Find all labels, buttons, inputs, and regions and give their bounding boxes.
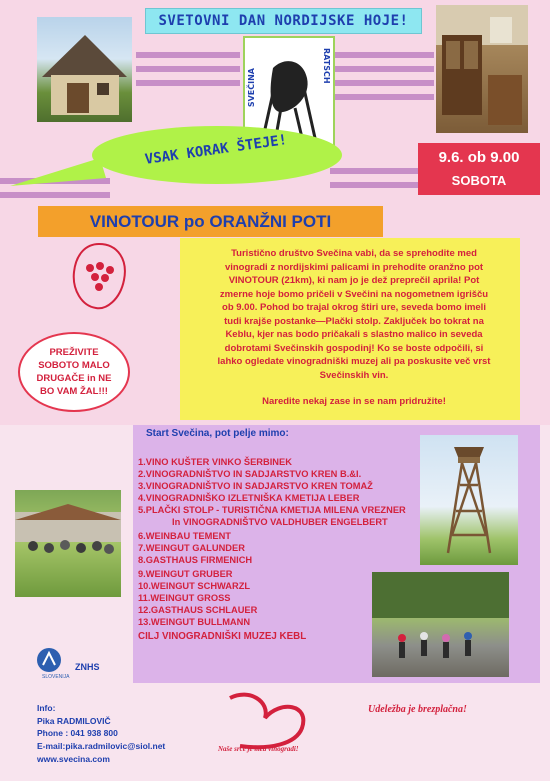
stripe: [334, 94, 434, 100]
intro-closing: Naredite nekaj zase in se nam pridružite!: [262, 396, 446, 407]
route-item: 6.WEINBAU TEMENT: [138, 531, 231, 541]
route-item: 9.WEINGUT GRUBER: [138, 569, 233, 579]
route-finish: CILJ VINOGRADNIŠKI MUZEJ KEBL: [138, 631, 307, 642]
intro-line: Turistično društvo Svečina vabi, da se sprehodite med: [231, 248, 477, 259]
info-label: Info:: [37, 703, 56, 713]
nordic-walkers-photo: [372, 572, 509, 677]
route-item: 1.VINO KUŠTER VINKO ŠERBINEK: [138, 457, 292, 467]
route-item: 7.WEINGUT GALUNDER: [138, 543, 245, 553]
website: www.svecina.com: [37, 754, 110, 764]
intro-line: Keblu, kjer nas bodo pričakali s slastno malico in seveda: [225, 329, 483, 340]
date-day: SOBOTA: [451, 173, 507, 188]
stripe: [334, 52, 434, 58]
contact-phone: Phone : 041 938 800: [37, 728, 118, 738]
bubble-tail: [10, 150, 110, 195]
stripe: [330, 168, 418, 174]
contact-name: Pika RADMILOVIČ: [37, 716, 111, 726]
intro-line: lahko ogledate vinogradniški muzej ali pa poskusite več vrst: [217, 356, 491, 367]
route-item: 13.WEINGUT BULLMANN: [138, 617, 251, 627]
intro-text: [195, 247, 513, 409]
intro-line: zmerne hoje bomo pričeli v Svečini na nogometnem igrišču: [219, 288, 489, 300]
intro-line: tudi krajše postanke—Plački stolp. Zaključek bo tokrat na: [224, 315, 484, 327]
route-heading: Start Svečina, pot pelje mimo:: [146, 428, 289, 439]
plaski-tower-photo: [420, 435, 518, 565]
route-item: 10.WEINGUT SCHWARZL: [138, 581, 251, 591]
route-item: 11.WEINGUT GROSS: [138, 593, 231, 603]
stripe: [136, 52, 240, 58]
page-title: VINOTOUR po ORANŽNI POTI: [38, 206, 383, 237]
route-item: 8.GASTHAUS FIRMENICH: [138, 555, 253, 565]
route-item: 5.PLAČKI STOLP - TURISTIČNA KMETIJA MILENA VREZNER: [138, 505, 406, 515]
intro-line: [195, 382, 513, 395]
slogan-text: VSAK KORAK ŠTEJE!: [143, 132, 289, 168]
route-item: 3.VINOGRADNIŠTVO IN SADJARSTVO KREN TOMAŽ: [138, 481, 373, 491]
date-box: [418, 143, 540, 195]
stripe: [330, 182, 418, 188]
free-participation-text: Udeležba je brezplačna!: [368, 704, 467, 715]
intro-line: dobrotami Svečinskih gospodinj! Ko se boste odpočili, si: [224, 342, 484, 354]
museum-room-photo: [436, 5, 528, 133]
promo-line: DRUGAČE in NE: [36, 373, 112, 384]
route-item: In VINOGRADNIŠTVO VALDHUBER ENGELBERT: [172, 517, 388, 527]
intro-line: ob 9.00. Pohod bo trajal okrog štiri ure, seveda bomo imeli: [222, 302, 486, 313]
stripe: [334, 80, 434, 86]
event-banner: SVETOVNI DAN NORDIJSKE HOJE!: [145, 8, 422, 34]
stripe: [334, 66, 434, 72]
intro-line: Svečinskih vin.: [319, 369, 389, 381]
logo-text-right: RATSCH: [322, 48, 331, 84]
logo-text-left: SVEČINA: [247, 68, 256, 108]
promo-line: BO VAM ŽAL!!!: [40, 386, 108, 397]
heart-slogan: Naše srce je med vinogradi!: [218, 745, 299, 753]
intro-line: vinogradi z nordijskimi palicami in prehodite oranžno pot: [224, 261, 484, 273]
slovenia-label: SLOVENIJA: [42, 674, 70, 680]
grapes-icon: [68, 240, 130, 312]
farmhouse-photo: [37, 17, 132, 122]
promo-bubble: [18, 332, 130, 412]
date-time: 9.6. ob 9.00: [438, 149, 520, 166]
route-item: 4.VINOGRADNIŠKO IZLETNIŠKA KMETIJA LEBER: [138, 493, 360, 503]
route-item: 12.GASTHAUS SCHLAUER: [138, 605, 258, 615]
group-photo: [15, 490, 121, 597]
intro-line: VINOTOUR (21km), ki nam jo je dež preprečil aprila! Pot: [228, 275, 480, 286]
stripe: [136, 66, 240, 72]
promo-line: PREŽIVITE: [49, 347, 99, 358]
promo-line: SOBOTO MALO: [38, 360, 110, 371]
znhs-label: ZNHS: [75, 662, 100, 672]
route-item: 2.VINOGRADNIŠTVO IN SADJARSTVO KREN B.&I.: [138, 469, 362, 479]
contact-email: E-mail:pika.radmilovic@siol.net: [37, 741, 166, 751]
stripe: [136, 80, 240, 86]
